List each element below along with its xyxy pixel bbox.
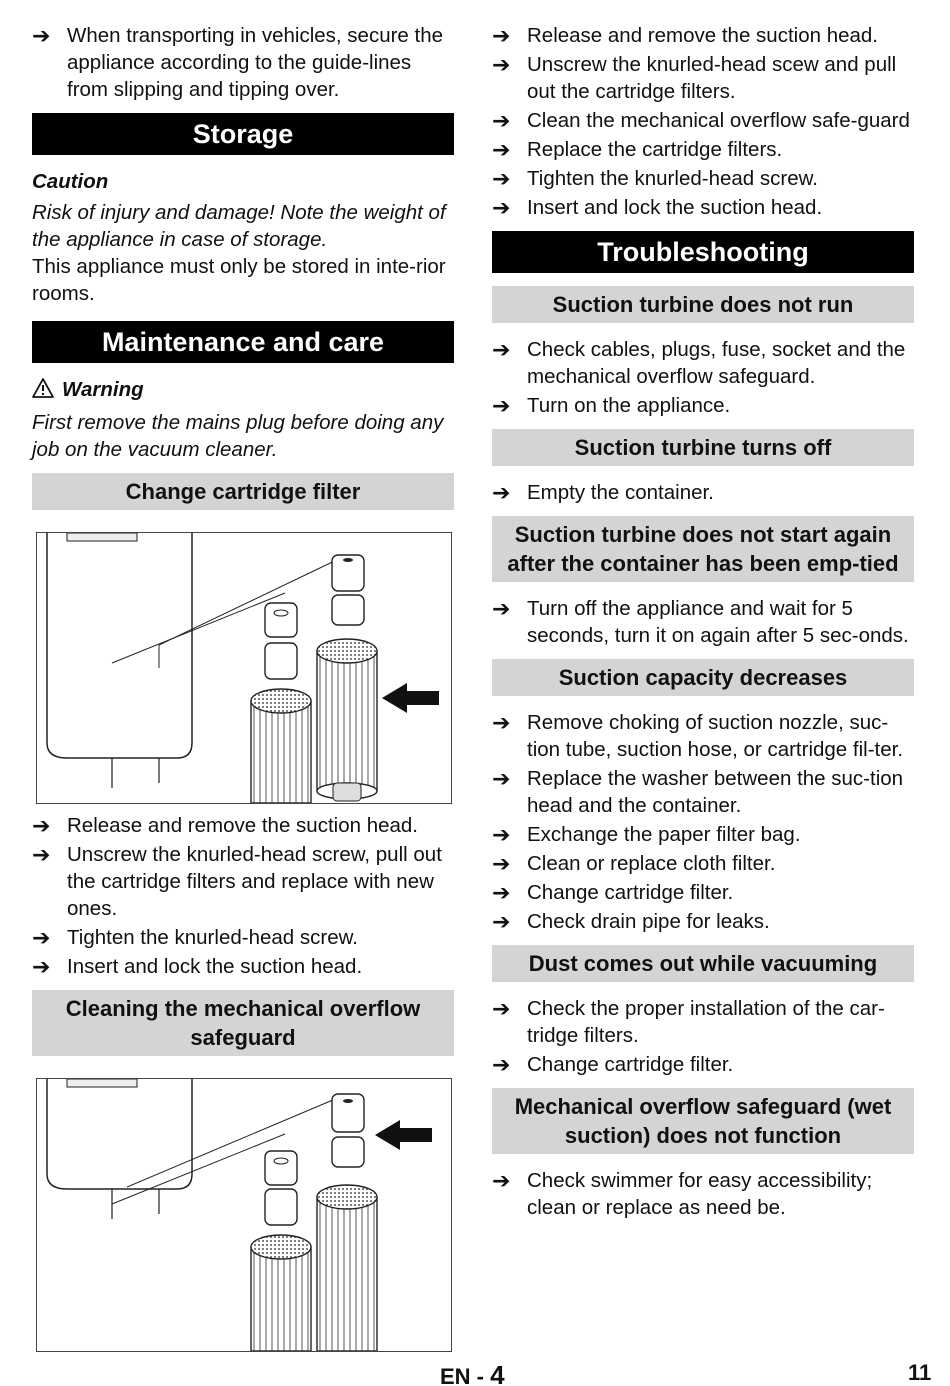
arrow-bullet-icon: ➔ bbox=[32, 842, 51, 867]
section-heading-troubleshooting: Troubleshooting bbox=[492, 231, 914, 273]
arrow-bullet-icon: ➔ bbox=[492, 851, 511, 876]
arrow-bullet-icon: ➔ bbox=[492, 108, 511, 133]
list-item: ➔ Clean the mechanical overflow safe-guard bbox=[492, 108, 910, 133]
arrow-bullet-icon: ➔ bbox=[492, 393, 511, 418]
list-item: ➔ Tighten the knurled-head screw. bbox=[32, 925, 358, 950]
warning-text: First remove the mains plug before doing any job on the vacuum cleaner. bbox=[32, 411, 444, 461]
list-item: ➔ Replace the cartridge filters. bbox=[492, 137, 783, 162]
arrow-bullet-icon: ➔ bbox=[32, 23, 51, 48]
subsection-heading-suction-capacity: Suction capacity decreases bbox=[492, 659, 914, 696]
list-item: ➔ Clean or replace cloth filter. bbox=[492, 851, 776, 876]
arrow-bullet-icon: ➔ bbox=[32, 954, 51, 979]
list-item: ➔ Turn off the appliance and wait for 5 seconds, turn it on again after 5 sec-onds. bbox=[492, 596, 909, 647]
section-heading-maintenance: Maintenance and care bbox=[32, 321, 454, 363]
subsection-heading-turbine-not-run: Suction turbine does not run bbox=[492, 286, 914, 323]
arrow-bullet-icon: ➔ bbox=[492, 23, 511, 48]
list-item: ➔ Tighten the knurled-head screw. bbox=[492, 166, 818, 191]
list-item: ➔ Change cartridge filter. bbox=[492, 880, 734, 905]
list-item: ➔ Insert and lock the suction head. bbox=[492, 195, 823, 220]
arrow-bullet-icon: ➔ bbox=[492, 766, 511, 791]
arrow-bullet-icon: ➔ bbox=[492, 1052, 511, 1077]
list-item: ➔ Check swimmer for easy accessibility; clean or replace as need be. bbox=[492, 1168, 873, 1219]
arrow-bullet-icon: ➔ bbox=[32, 813, 51, 838]
list-item: ➔ Empty the container. bbox=[492, 480, 714, 505]
storage-text: This appliance must only be stored in inte-rior rooms. bbox=[32, 255, 446, 305]
list-item: ➔ Unscrew the knurled-head screw, pull out the cartridge filters and replace with new ones. bbox=[32, 842, 442, 920]
subsection-heading-dust: Dust comes out while vacuuming bbox=[492, 945, 914, 982]
arrow-bullet-icon: ➔ bbox=[492, 1168, 511, 1193]
subsection-heading-overflow-safeguard: Mechanical overflow safeguard (wet suction) does not function bbox=[492, 1088, 914, 1154]
list-item: ➔ Turn on the appliance. bbox=[492, 393, 731, 418]
subsection-heading-change-filter: Change cartridge filter bbox=[32, 473, 454, 510]
list-item: ➔ When transporting in vehicles, secure the appliance according to the guide-lines from slipping and tipping over. bbox=[32, 23, 444, 101]
arrow-bullet-icon: ➔ bbox=[492, 596, 511, 621]
list-item: ➔ Replace the washer between the suc-tion head and the container. bbox=[492, 766, 904, 817]
list-item: ➔ Unscrew the knurled-head scew and pull out the cartridge filters. bbox=[492, 52, 897, 103]
list-item: ➔ Check cables, plugs, fuse, socket and the mechanical overflow safeguard. bbox=[492, 337, 906, 388]
arrow-bullet-icon: ➔ bbox=[492, 166, 511, 191]
arrow-bullet-icon: ➔ bbox=[492, 337, 511, 362]
subsection-heading-turbine-not-restart: Suction turbine does not start again after the container has been emp-tied bbox=[492, 516, 914, 582]
list-item: ➔ Insert and lock the suction head. bbox=[32, 954, 363, 979]
arrow-bullet-icon: ➔ bbox=[492, 52, 511, 77]
footer-section-label: EN - 4 bbox=[440, 1360, 505, 1386]
arrow-bullet-icon: ➔ bbox=[492, 480, 511, 505]
overflow-illustration bbox=[36, 1078, 452, 1352]
left-column bbox=[32, 22, 454, 1360]
warning-title: Warning bbox=[32, 376, 454, 405]
arrow-bullet-icon: ➔ bbox=[492, 880, 511, 905]
caution-title: Caution bbox=[32, 170, 109, 193]
arrow-bullet-icon: ➔ bbox=[492, 996, 511, 1021]
filter-illustration bbox=[36, 532, 452, 804]
list-item: ➔ Release and remove the suction head. bbox=[32, 813, 419, 838]
section-heading-storage: Storage bbox=[32, 113, 454, 155]
subsection-heading-overflow: Cleaning the mechanical overflow safeguard bbox=[32, 990, 454, 1056]
caution-text: Risk of injury and damage! Note the weight of the appliance in case of storage. bbox=[32, 201, 446, 251]
list-item: ➔ Exchange the paper filter bag. bbox=[492, 822, 801, 847]
warning-triangle-icon bbox=[32, 378, 54, 405]
arrow-bullet-icon: ➔ bbox=[492, 137, 511, 162]
arrow-bullet-icon: ➔ bbox=[492, 710, 511, 735]
subsection-heading-turbine-turns-off: Suction turbine turns off bbox=[492, 429, 914, 466]
list-item: ➔ Change cartridge filter. bbox=[492, 1052, 734, 1077]
overflow-steps bbox=[492, 22, 914, 221]
list-item: ➔ Remove choking of suction nozzle, suc-tion tube, suction hose, or cartridge fil-ter. bbox=[492, 710, 904, 761]
list-item: ➔ Release and remove the suction head. bbox=[492, 23, 879, 48]
right-column bbox=[492, 22, 914, 1223]
arrow-bullet-icon: ➔ bbox=[492, 195, 511, 220]
list-item: ➔ Check the proper installation of the car-tridge filters. bbox=[492, 996, 885, 1047]
list-item: ➔ Check drain pipe for leaks. bbox=[492, 909, 770, 934]
arrow-bullet-icon: ➔ bbox=[32, 925, 51, 950]
page-number: 11 bbox=[908, 1360, 932, 1385]
arrow-bullet-icon: ➔ bbox=[492, 909, 511, 934]
arrow-bullet-icon: ➔ bbox=[492, 822, 511, 847]
change-filter-steps bbox=[32, 812, 454, 980]
